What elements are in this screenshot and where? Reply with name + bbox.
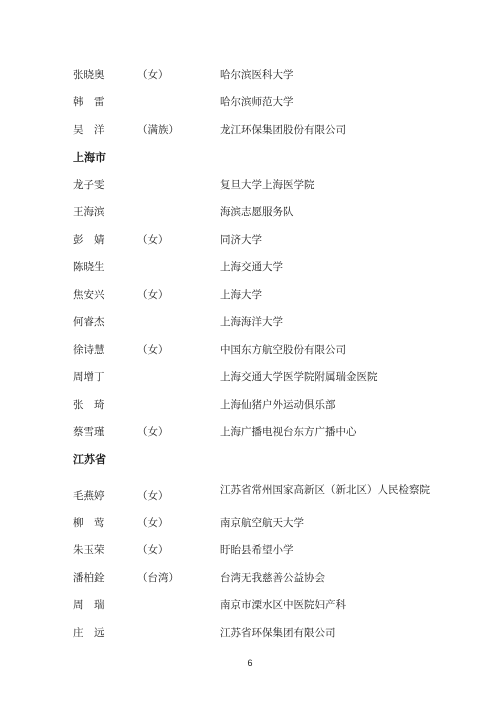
person-name: 蔡雪瑾: [73, 426, 105, 438]
region-heading: 上海市: [73, 151, 106, 164]
person-note: （女）: [137, 544, 169, 556]
person-name: 韩 雷: [73, 96, 105, 108]
person-organization: 复旦大学上海医学院: [220, 179, 315, 191]
person-note: （女）: [137, 234, 169, 246]
person-name: 张 琦: [73, 399, 105, 411]
person-organization: 江苏省环保集团有限公司: [220, 627, 336, 639]
person-name: 徐诗慧: [73, 344, 105, 356]
person-organization: 上海仙猪户外运动俱乐部: [220, 399, 336, 411]
person-organization: 上海交通大学医学院附属瑞金医院: [220, 371, 378, 383]
person-name: 潘柏銓: [73, 572, 105, 584]
person-name: 张晓奥: [73, 69, 105, 81]
person-note: （女）: [137, 517, 169, 529]
person-note: （女）: [137, 344, 169, 356]
person-name: 朱玉荣: [73, 544, 105, 556]
person-organization: 哈尔滨医科大学: [220, 69, 294, 81]
person-organization: 上海大学: [220, 289, 262, 301]
person-organization: 上海海洋大学: [220, 316, 283, 328]
person-note: （女）: [137, 490, 169, 502]
person-note: （满族）: [137, 124, 179, 136]
person-organization: 南京市溧水区中医院妇产科: [220, 599, 346, 611]
person-note: （女）: [137, 426, 169, 438]
person-name: 毛燕婷: [73, 490, 105, 502]
person-organization: 盱眙县希望小学: [220, 544, 294, 556]
person-name: 周增丁: [73, 371, 105, 383]
person-name: 吴 洋: [73, 124, 105, 136]
person-name: 彭 婧: [73, 234, 105, 246]
person-organization: 上海广播电视台东方广播中心: [220, 426, 357, 438]
person-organization: 江苏省常州国家高新区（新北区）人民检察院: [220, 484, 430, 496]
person-organization: 南京航空航天大学: [220, 517, 304, 529]
person-organization: 中国东方航空股份有限公司: [220, 344, 346, 356]
person-organization: 龙江环保集团股份有限公司: [220, 124, 346, 136]
person-organization: 台湾无我慈善公益协会: [220, 572, 325, 584]
person-organization: 哈尔滨师范大学: [220, 96, 294, 108]
person-name: 柳 莺: [73, 517, 105, 529]
region-heading: 江苏省: [73, 453, 106, 466]
person-note: （台湾）: [137, 572, 179, 584]
person-name: 王海滨: [73, 206, 105, 218]
person-name: 周 瑞: [73, 599, 105, 611]
page-number: 6: [247, 658, 253, 668]
person-name: 何睿杰: [73, 316, 105, 328]
person-name: 焦安兴: [73, 289, 105, 301]
person-organization: 上海交通大学: [220, 261, 283, 273]
person-name: 龙子雯: [73, 179, 105, 191]
person-organization: 海滨志愿服务队: [220, 206, 294, 218]
person-name: 庄 远: [73, 627, 105, 639]
person-note: （女）: [137, 289, 169, 301]
person-note: （女）: [137, 69, 169, 81]
person-organization: 同济大学: [220, 234, 262, 246]
person-name: 陈晓生: [73, 261, 105, 273]
